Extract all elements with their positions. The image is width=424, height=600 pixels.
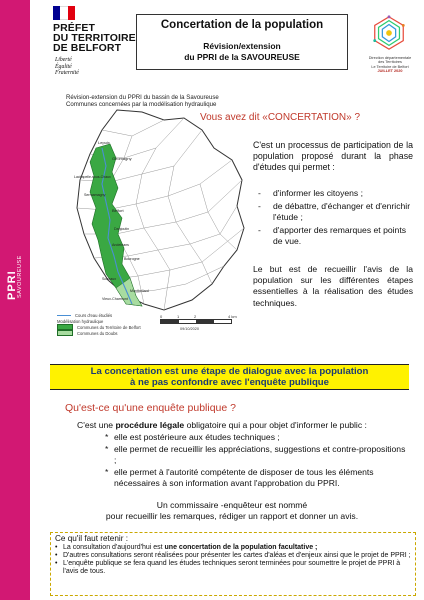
map-label: Giromagny xyxy=(112,156,132,161)
map-label: Danjoutin xyxy=(114,227,130,231)
document-title-box xyxy=(136,14,348,70)
map-caption-line-1: Révision-extension du PPRI du bassin de la Savoureuse xyxy=(66,94,219,101)
legend-item xyxy=(57,330,141,336)
map-caption xyxy=(66,94,219,108)
list-item: - d'informer les citoyens ; xyxy=(258,188,363,198)
bullet-text: d'informer les citoyens ; xyxy=(273,188,363,198)
map-label: Andelnans xyxy=(112,243,129,247)
scale-label: 0 xyxy=(160,314,163,319)
concertation-goal: Le but est de recueillir l'avis de la population sur les différentes étapes essentielles à la réalisation des études techniques. xyxy=(253,264,413,308)
scale-bar xyxy=(160,319,232,324)
bullet-text: de débattre, d'échanger et d'enrichir l'étude ; xyxy=(273,200,411,222)
banner-line-1: La concertation est une étape de dialogue avec la population xyxy=(90,366,369,377)
map-label: Vieux-Charmont xyxy=(102,297,128,301)
map-label: Sochaux xyxy=(102,277,116,281)
prefecture-line-1: PRÉFET xyxy=(53,22,96,34)
commissaire-line-1: Un commissaire -enquêteur est nommé xyxy=(156,500,308,510)
enquete-lead-text: C'est une xyxy=(77,420,116,430)
commissaire-line-2: pour recueillir les remarques, rédiger un rapport et donner un avis. xyxy=(105,511,359,522)
prefecture-line-2: DU TERRITOIRE xyxy=(53,32,136,44)
list-item: • D'autres consultations seront réalisées pour présenter les cartes d'aléas et d'enjeux ainsi que le projet de PPRI ; xyxy=(55,551,411,559)
list-item: • L'enquête publique se fera quand les études techniques seront terminées pour soumettre le projet de PPRI à l'avis de tous. xyxy=(55,560,411,576)
legend-label: Communes du Doubs xyxy=(77,330,118,336)
scale-label: 1 xyxy=(177,314,180,319)
marianne-flag-icon xyxy=(53,6,75,20)
ddt-line-3: Le Territoire de Belfort xyxy=(371,64,409,69)
map-label: Sermamagny xyxy=(84,193,106,197)
map-label: Lepuix xyxy=(98,140,110,145)
map-scale xyxy=(160,314,260,331)
takeaway-text: L'enquête publique se fera quand les études techniques seront terminées pour soumettre le projet de PPRI à l'avis de tous. xyxy=(63,560,401,576)
map-label: Belfort xyxy=(112,208,124,213)
legend-label: Modélisation hydraulique xyxy=(57,318,104,324)
concertation-question: Vous avez dit «CONCERTATION» ? xyxy=(200,112,361,123)
river-line-icon xyxy=(57,315,71,316)
ddt-logo-icon xyxy=(370,14,408,52)
side-banner-title: PPRI xyxy=(6,270,18,300)
legend-label: Cours d'eau étudiés xyxy=(75,312,113,318)
ddt-line-1: Direction départementale xyxy=(368,56,412,60)
ddt-line-2: des Territoires xyxy=(378,60,402,65)
subtitle-line-1: Révision/extension xyxy=(203,41,281,51)
bullet-text: elle permet à l'autorité compétente de disposer de tous les éléments nécessaires à son information avant l'approbation du PPRI. xyxy=(114,466,374,488)
document-subtitle xyxy=(137,41,347,63)
scale-labels xyxy=(160,314,240,319)
takeaways-title: Ce qu'il faut retenir : xyxy=(55,534,129,543)
key-takeaways-box xyxy=(50,532,416,596)
commissaire-note xyxy=(82,500,382,522)
map-caption-line-2: Communes concernées par la modélisation hydraulique xyxy=(66,101,217,108)
motto-line-1: Liberté xyxy=(55,57,72,63)
concertation-bullets xyxy=(258,188,413,249)
document-title: Concertation de la population xyxy=(160,19,324,31)
enquete-lead-bold: procédure légale xyxy=(115,420,185,430)
map-date: 09/10/2020 xyxy=(180,327,200,331)
takeaway-bold: une concertation de la population facultative ; xyxy=(164,543,318,551)
communes-map xyxy=(72,108,247,313)
bullet-text: elle permet de recueillir les appréciations, suggestions et contre-propositions ; xyxy=(114,443,406,465)
list-item: * elle permet de recueillir les appréciations, suggestions et contre-propositions ; xyxy=(105,444,410,466)
enquete-bullets xyxy=(105,432,410,490)
banner-line-2: à ne pas confondre avec l'enquête publique xyxy=(130,377,329,388)
bullet-text: d'apporter des remarques et points de vue. xyxy=(273,224,407,246)
prefecture-line-3: DE BELFORT xyxy=(53,42,122,54)
map-label: Montbéliard xyxy=(130,289,149,293)
scale-label: 4 km xyxy=(228,314,237,319)
map-label: Lachapelle-sous-Chaux xyxy=(74,175,111,179)
list-item: - de débattre, d'échanger et d'enrichir l'étude ; xyxy=(258,201,413,223)
motto-line-3: Fraternité xyxy=(55,70,79,76)
motto-line-2: Égalité xyxy=(55,63,72,70)
concertation-intro: C'est un processus de participation de la population proposé durant la phase d'études qui permet : xyxy=(253,140,413,173)
takeaway-text: D'autres consultations seront réalisées pour présenter les cartes d'aléas et d'enjeux ainsi que le projet de PPRI ; xyxy=(63,551,411,559)
side-banner-subtitle: SAVOUREUSE xyxy=(17,255,23,298)
enquete-lead xyxy=(77,420,412,431)
ddt-date: JUILLET 2020 xyxy=(377,68,403,73)
map-legend xyxy=(57,312,141,336)
legend-label: Communes du Territoire de Belfort xyxy=(77,324,141,330)
list-item: • La consultation d'aujourd'hui est une concertation de la population facultative ; xyxy=(55,543,318,551)
light-green-box-icon xyxy=(57,330,73,336)
highlight-banner xyxy=(50,364,409,390)
enquete-question: Qu'est-ce qu'une enquête publique ? xyxy=(65,402,236,414)
scale-label: 2 xyxy=(194,314,197,319)
republic-motto xyxy=(55,57,79,77)
subtitle-line-2: du PPRI de la SAVOUREUSE xyxy=(184,52,300,62)
prefecture-name xyxy=(53,23,136,53)
ddt-logo-text xyxy=(359,56,421,73)
enquete-lead-text: obligatoire qui a pour objet d'informer le public : xyxy=(184,420,367,430)
map-label: Bourogne xyxy=(124,257,140,261)
takeaway-text: La consultation d'aujourd'hui est xyxy=(63,543,165,551)
side-banner xyxy=(0,0,30,600)
list-item: * elle est postérieure aux études techniques ; xyxy=(105,432,280,442)
list-item: - d'apporter des remarques et points de vue. xyxy=(258,225,413,247)
list-item: * elle permet à l'autorité compétente de disposer de tous les éléments nécessaires à son information avant l'approbation du PPRI. xyxy=(105,467,410,489)
bullet-text: elle est postérieure aux études techniques ; xyxy=(114,432,280,442)
